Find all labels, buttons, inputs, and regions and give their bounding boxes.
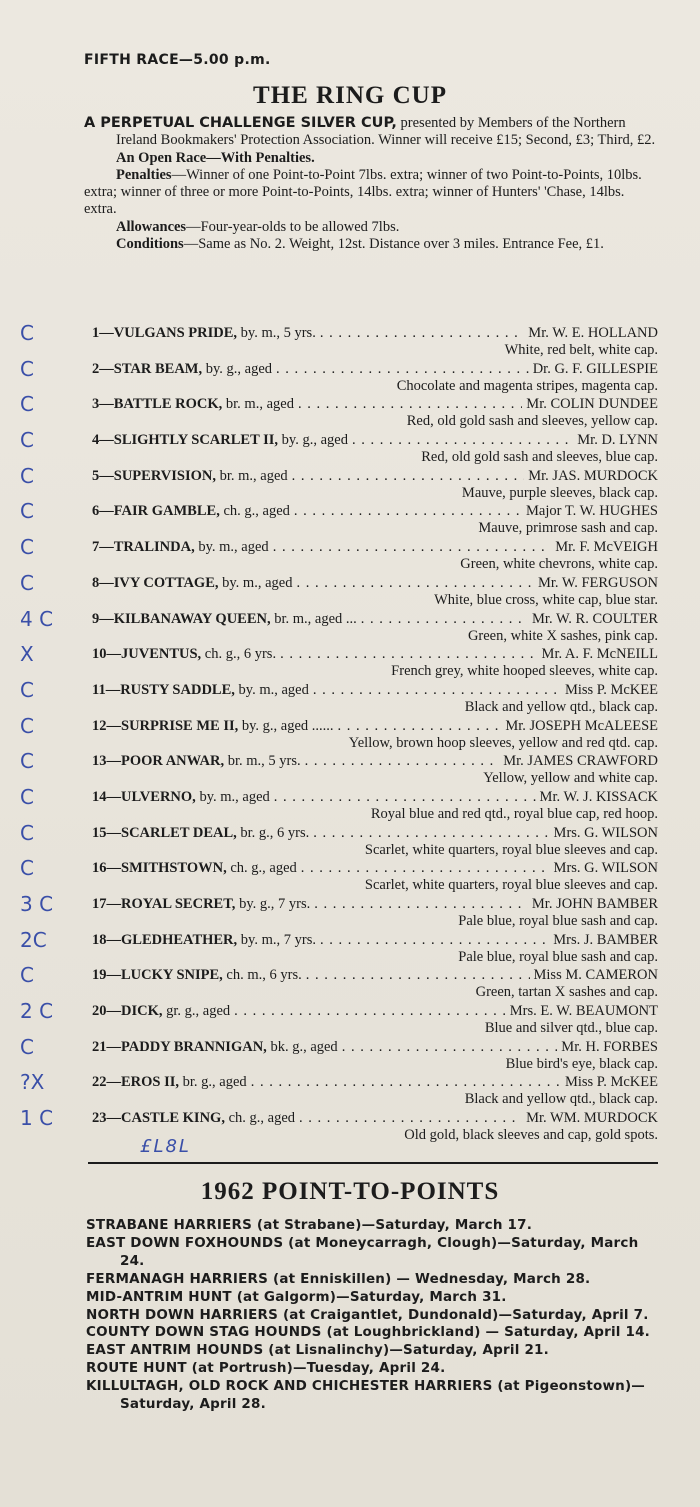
section-divider	[88, 1162, 658, 1164]
racing-colours: Mauve, primrose sash and cap.	[478, 520, 658, 537]
horse-details: by. g., 7 yrs.	[235, 896, 311, 912]
horse-desc	[92, 1110, 295, 1127]
horse-desc	[92, 611, 357, 628]
entry-row	[0, 894, 700, 930]
horse-details: by. g., aged ......	[238, 717, 334, 734]
owner-name: Mr. JOHN BAMBER	[531, 896, 658, 912]
dot-leader	[361, 611, 528, 628]
handwritten-mark: C	[20, 820, 34, 845]
horse-desc	[92, 753, 301, 770]
entry-row	[0, 858, 700, 894]
horse-desc	[92, 1074, 247, 1091]
entry-line	[92, 789, 658, 806]
owner-name: Mr. F. McVEIGH	[555, 539, 658, 556]
horse-desc	[92, 432, 348, 449]
owner-name: Mrs. E. W. BEAUMONT	[509, 1003, 658, 1020]
prize-paragraph	[84, 115, 659, 150]
horse-desc	[92, 646, 276, 663]
racing-colours: Scarlet, white quarters, royal blue sleeves and cap.	[364, 877, 658, 894]
entry-line	[92, 753, 658, 770]
handwritten-mark: C	[20, 677, 34, 702]
horse-name: 6—FAIR GAMBLE,	[92, 503, 220, 520]
entry-row	[0, 677, 700, 716]
entry-row	[0, 463, 700, 502]
horse-desc	[92, 789, 270, 806]
owner-name: Mr. A. F. McNEILL	[541, 646, 658, 663]
entry-row	[0, 606, 700, 645]
entry-row	[0, 323, 700, 359]
horse-details: by. m., aged	[234, 681, 309, 698]
entry-row	[0, 394, 700, 430]
entry-line	[92, 1110, 658, 1127]
dot-leader	[305, 753, 500, 770]
handwritten-mark: C	[20, 713, 34, 738]
entry-row	[0, 1072, 700, 1108]
racing-colours: Old gold, black sleeves and cap, gold spots.	[404, 1127, 658, 1144]
horse-desc	[92, 575, 292, 592]
horse-name: 8—IVY COTTAGE,	[92, 574, 219, 591]
racing-colours: Red, old gold sash and sleeves, yellow cap.	[406, 413, 658, 430]
entry-line	[92, 860, 658, 877]
handwritten-mark: C	[20, 356, 34, 381]
owner-name: Mr. JOSEPH McALEESE	[505, 717, 658, 734]
horse-details: by. m., 5 yrs.	[237, 325, 316, 341]
owner-name: Mrs. J. BAMBER	[553, 931, 658, 948]
handwritten-mark: X	[20, 642, 34, 667]
racing-colours: White, blue cross, white cap, blue star.	[434, 591, 658, 608]
horse-name: 14—ULVERNO,	[92, 788, 196, 805]
owner-name: Mr. D. LYNN	[577, 432, 658, 449]
entry-row	[0, 1034, 700, 1073]
handwritten-mark: 2 C	[20, 999, 54, 1024]
fixture-item: FERMANAGH HARRIERS (at Enniskillen) — Wednesday, March 28.	[86, 1270, 591, 1287]
horse-details: ch. g., aged	[219, 503, 290, 520]
owner-name: Mr. W. E. HOLLAND	[528, 325, 658, 341]
handwritten-mark: ?X	[20, 1070, 45, 1095]
horse-details: by. g., aged	[202, 360, 273, 377]
dot-leader	[320, 325, 524, 342]
entry-line	[92, 539, 658, 556]
entry-row	[0, 1108, 700, 1144]
race-conditions	[84, 115, 659, 253]
horse-name: 21—PADDY BRANNIGAN,	[92, 1038, 267, 1055]
cup-heading: A PERPETUAL CHALLENGE SILVER CUP,	[84, 115, 397, 131]
horse-name: 15—SCARLET DEAL,	[92, 824, 237, 841]
handwritten-mark: C	[20, 570, 34, 595]
entry-row	[0, 965, 700, 1001]
conditions-text: —Same as No. 2. Weight, 12st. Distance over 3 miles. Entrance Fee, £1.	[183, 236, 604, 253]
entry-line	[92, 503, 658, 520]
horse-details: by. m., 7 yrs.	[237, 931, 316, 948]
entry-line	[92, 682, 658, 699]
entry-row	[0, 356, 700, 395]
horse-name: 17—ROYAL SECRET,	[92, 896, 236, 912]
fixture-item: EAST DOWN FOXHOUNDS (at Moneycarragh, Clough)—Saturday, March 24.	[86, 1234, 639, 1269]
owner-name: Miss P. McKEE	[564, 681, 658, 698]
entry-line	[92, 432, 658, 449]
dot-leader	[294, 503, 522, 520]
racing-colours: Green, white X sashes, pink cap.	[467, 627, 658, 644]
racing-colours: Black and yellow qtd., black cap.	[464, 1091, 658, 1108]
racing-colours: White, red belt, white cap.	[504, 342, 658, 358]
fixture-item: ROUTE HUNT (at Portrush)—Tuesday, April 24.	[86, 1360, 446, 1377]
owner-name: Miss M. CAMERON	[533, 967, 658, 984]
racing-colours: Red, old gold sash and sleeves, blue cap.	[421, 449, 658, 466]
racing-colours: Scarlet, white quarters, royal blue sleeves and cap.	[364, 841, 658, 858]
racing-colours: Pale blue, royal blue sash and cap.	[458, 948, 658, 965]
dot-leader	[301, 860, 550, 877]
horse-name: 23—CASTLE KING,	[92, 1110, 225, 1127]
fixture-item: NORTH DOWN HARRIERS (at Craigantlet, Dundonald)—Saturday, April 7.	[86, 1306, 649, 1323]
handwritten-mark: 4 C	[20, 606, 54, 631]
horse-desc	[92, 361, 272, 378]
entry-row	[0, 820, 700, 859]
racing-colours: Royal blue and red qtd., royal blue cap, red hoop.	[370, 805, 658, 822]
handwritten-mark: C	[20, 463, 34, 488]
handwritten-mark: 3 C	[20, 892, 54, 916]
racing-colours: Blue bird's eye, black cap.	[505, 1055, 658, 1072]
racing-colours: Mauve, purple sleeves, black cap.	[461, 484, 658, 501]
handwritten-mark: C	[20, 1034, 34, 1059]
entry-row	[0, 784, 700, 823]
racing-colours: Chocolate and magenta stripes, magenta cap.	[396, 377, 658, 394]
entry-row	[0, 537, 700, 573]
horse-desc	[92, 325, 316, 342]
horse-name: 20—DICK,	[92, 1003, 163, 1020]
penalties-paragraph	[84, 167, 659, 219]
dot-leader	[234, 1003, 506, 1020]
entry-line	[92, 1039, 658, 1056]
handwritten-mark: 1 C	[20, 1106, 54, 1131]
entry-row	[0, 430, 700, 466]
horse-details: br. g., aged	[179, 1074, 247, 1091]
horse-desc	[92, 896, 310, 913]
horse-desc	[92, 539, 269, 556]
horse-name: 5—SUPERVISION,	[92, 467, 216, 484]
horse-name: 7—TRALINDA,	[92, 539, 195, 556]
entry-line	[92, 396, 658, 413]
owner-name: Mrs. G. WILSON	[553, 860, 658, 877]
horse-details: by. m., aged	[218, 574, 293, 591]
entry-line	[92, 646, 658, 663]
entry-line	[92, 967, 658, 984]
conditions-label: Conditions	[116, 236, 184, 253]
horse-details: by. m., aged	[195, 788, 270, 805]
open-race-line: An Open Race—With Penalties.	[116, 149, 315, 166]
owner-name: Mr. W. FERGUSON	[537, 574, 658, 591]
racing-colours: Black and yellow qtd., black cap.	[464, 698, 658, 715]
race-header: FIFTH RACE—5.00 p.m.	[84, 52, 271, 68]
horse-name: 9—KILBANAWAY QUEEN,	[92, 610, 271, 627]
entry-row	[0, 501, 700, 537]
dot-leader	[342, 1039, 558, 1056]
dot-leader	[313, 682, 561, 699]
penalties-label: Penalties	[116, 166, 172, 183]
racing-colours: Green, tartan X sashes and cap.	[475, 984, 658, 1001]
entry-row	[0, 1001, 700, 1037]
horse-name: 2—STAR BEAM,	[92, 360, 203, 377]
dot-leader	[274, 789, 536, 806]
handwritten-mark: C	[20, 963, 34, 988]
entry-line	[92, 932, 658, 949]
horse-name: 11—RUSTY SADDLE,	[92, 681, 235, 698]
dot-leader	[298, 396, 522, 413]
horse-name: 13—POOR ANWAR,	[92, 753, 225, 770]
horse-name: 19—LUCKY SNIPE,	[92, 967, 223, 984]
entry-line	[92, 896, 658, 913]
handwritten-note: £L8L	[140, 1136, 191, 1157]
horse-details: ch. g., aged	[226, 860, 297, 877]
owner-name: Dr. G. F. GILLESPIE	[532, 360, 658, 377]
horse-desc	[92, 1039, 338, 1056]
fixtures-list	[86, 1217, 661, 1414]
owner-name: Mr. W. J. KISSACK	[539, 788, 658, 805]
horse-desc	[92, 1003, 230, 1020]
owner-name: Mr. W. R. COULTER	[532, 610, 658, 627]
racing-colours: Blue and silver qtd., blue cap.	[484, 1020, 658, 1037]
horse-desc	[92, 396, 294, 413]
fixture-item: STRABANE HARRIERS (at Strabane)—Saturday, March 17.	[86, 1217, 533, 1233]
owner-name: Major T. W. HUGHES	[526, 503, 658, 520]
dot-leader	[313, 825, 549, 842]
entry-line	[92, 825, 658, 842]
handwritten-mark: 2C	[20, 927, 47, 952]
horse-desc	[92, 932, 316, 949]
handwritten-mark: C	[20, 499, 34, 524]
horse-name: 18—GLEDHEATHER,	[92, 931, 238, 948]
entry-line	[92, 611, 658, 628]
horse-desc	[92, 468, 288, 485]
handwritten-mark: C	[20, 535, 34, 560]
horse-details: br. m., aged ...	[270, 610, 357, 627]
entry-line	[92, 575, 658, 592]
fixture-item: COUNTY DOWN STAG HOUNDS (at Loughbrickland) — Saturday, April 14.	[86, 1324, 651, 1341]
horse-name: 16—SMITHSTOWN,	[92, 860, 227, 877]
horse-desc	[92, 503, 290, 520]
cup-text: presented by Members of the Northern Ireland Bookmakers' Protection Association. Winner will receive £15; Second, £3; Third, £2.	[116, 115, 656, 149]
entry-row	[0, 570, 700, 609]
handwritten-mark: C	[20, 749, 34, 774]
dot-leader	[296, 575, 533, 592]
point-to-points-title: 1962 POINT-TO-POINTS	[200, 1178, 500, 1205]
owner-name: Mrs. G. WILSON	[553, 824, 658, 841]
penalties-text: —Winner of one Point-to-Point 7lbs. extra; winner of two Point-to-Points, 10lbs. extra; winner of three or more Point-to-Points, 14lbs. extra; winner of Hunters' 'Chase, 14lbs. extra.	[84, 166, 642, 218]
owner-name: Mr. JAMES CRAWFORD	[503, 753, 658, 770]
horse-details: ch. g., aged	[224, 1110, 296, 1127]
horse-details: ch. g., 6 yrs.	[201, 646, 277, 663]
entry-row	[0, 751, 700, 787]
handwritten-mark: C	[20, 784, 34, 809]
horse-details: br. g., 6 yrs.	[236, 824, 310, 841]
racing-colours: Green, white chevrons, white cap.	[460, 556, 658, 573]
entry-line	[92, 718, 658, 735]
handwritten-mark: C	[20, 321, 34, 345]
owner-name: Mr. H. FORBES	[561, 1038, 658, 1055]
horse-details: br. m., aged	[222, 396, 294, 413]
horse-details: ch. m., 6 yrs.	[222, 967, 302, 984]
racing-colours: Yellow, brown hoop sleeves, yellow and red qtd. cap.	[348, 734, 658, 751]
allowances-text: —Four-year-olds to be allowed 7lbs.	[186, 218, 400, 235]
horse-desc	[92, 967, 302, 984]
entry-line	[92, 1003, 658, 1020]
conditions-paragraph	[84, 236, 659, 253]
horse-name: 10—JUVENTUS,	[92, 646, 202, 663]
entry-line	[92, 468, 658, 485]
horse-name: 4—SLIGHTLY SCARLET II,	[92, 432, 279, 449]
horse-name: 1—VULGANS PRIDE,	[92, 325, 238, 341]
entry-row	[0, 644, 700, 680]
horse-desc	[92, 860, 297, 877]
dot-leader	[251, 1074, 561, 1091]
dot-leader	[306, 967, 530, 984]
horse-name: 22—EROS II,	[92, 1074, 180, 1091]
dot-leader	[292, 468, 525, 485]
allowances-paragraph	[84, 219, 659, 236]
race-title: THE RING CUP	[253, 82, 447, 109]
owner-name: Mr. WM. MURDOCK	[526, 1110, 658, 1127]
horse-details: br. m., 5 yrs.	[224, 753, 301, 770]
handwritten-mark: C	[20, 392, 34, 417]
dot-leader	[314, 896, 528, 913]
horse-details: by. g., aged	[278, 432, 348, 449]
horse-name: 3—BATTLE ROCK,	[92, 396, 223, 413]
fixture-item: EAST ANTRIM HOUNDS (at Lisnalinchy)—Saturday, April 21.	[86, 1342, 549, 1359]
entry-row	[0, 927, 700, 966]
racing-colours: Pale blue, royal blue sash and cap.	[458, 913, 658, 929]
horse-name: 12—SURPRISE ME II,	[92, 717, 239, 734]
owner-name: Mr. JAS. MURDOCK	[528, 467, 658, 484]
horse-details: br. m., aged	[215, 467, 288, 484]
entry-line	[92, 361, 658, 378]
handwritten-mark: C	[20, 428, 34, 453]
racing-colours: French grey, white hooped sleeves, white cap.	[391, 663, 658, 680]
horse-details: bk. g., aged	[266, 1038, 338, 1055]
fixture-item: KILLULTAGH, OLD ROCK AND CHICHESTER HARRIERS (at Pigeonstown)—Saturday, April 28.	[86, 1378, 646, 1413]
horse-desc	[92, 682, 309, 699]
entry-row	[0, 713, 700, 752]
racing-colours: Yellow, yellow and white cap.	[483, 770, 658, 787]
entries-list	[0, 323, 700, 1144]
dot-leader	[299, 1110, 522, 1127]
dot-leader	[338, 718, 502, 735]
handwritten-mark: C	[20, 856, 34, 881]
dot-leader	[352, 432, 573, 449]
dot-leader	[320, 932, 549, 949]
fixture-item: MID-ANTRIM HUNT (at Galgorm)—Saturday, March 31.	[86, 1288, 507, 1305]
horse-details: gr. g., aged	[162, 1003, 231, 1020]
allowances-label: Allowances	[116, 218, 187, 235]
owner-name: Mr. COLIN DUNDEE	[526, 396, 658, 413]
entry-line	[92, 1074, 658, 1091]
dot-leader	[276, 361, 529, 378]
entry-line	[92, 325, 658, 342]
horse-details: by. m., aged	[194, 539, 269, 556]
horse-desc	[92, 718, 334, 735]
horse-desc	[92, 825, 309, 842]
owner-name: Miss P. McKEE	[564, 1074, 658, 1091]
dot-leader	[273, 539, 552, 556]
dot-leader	[280, 646, 537, 663]
